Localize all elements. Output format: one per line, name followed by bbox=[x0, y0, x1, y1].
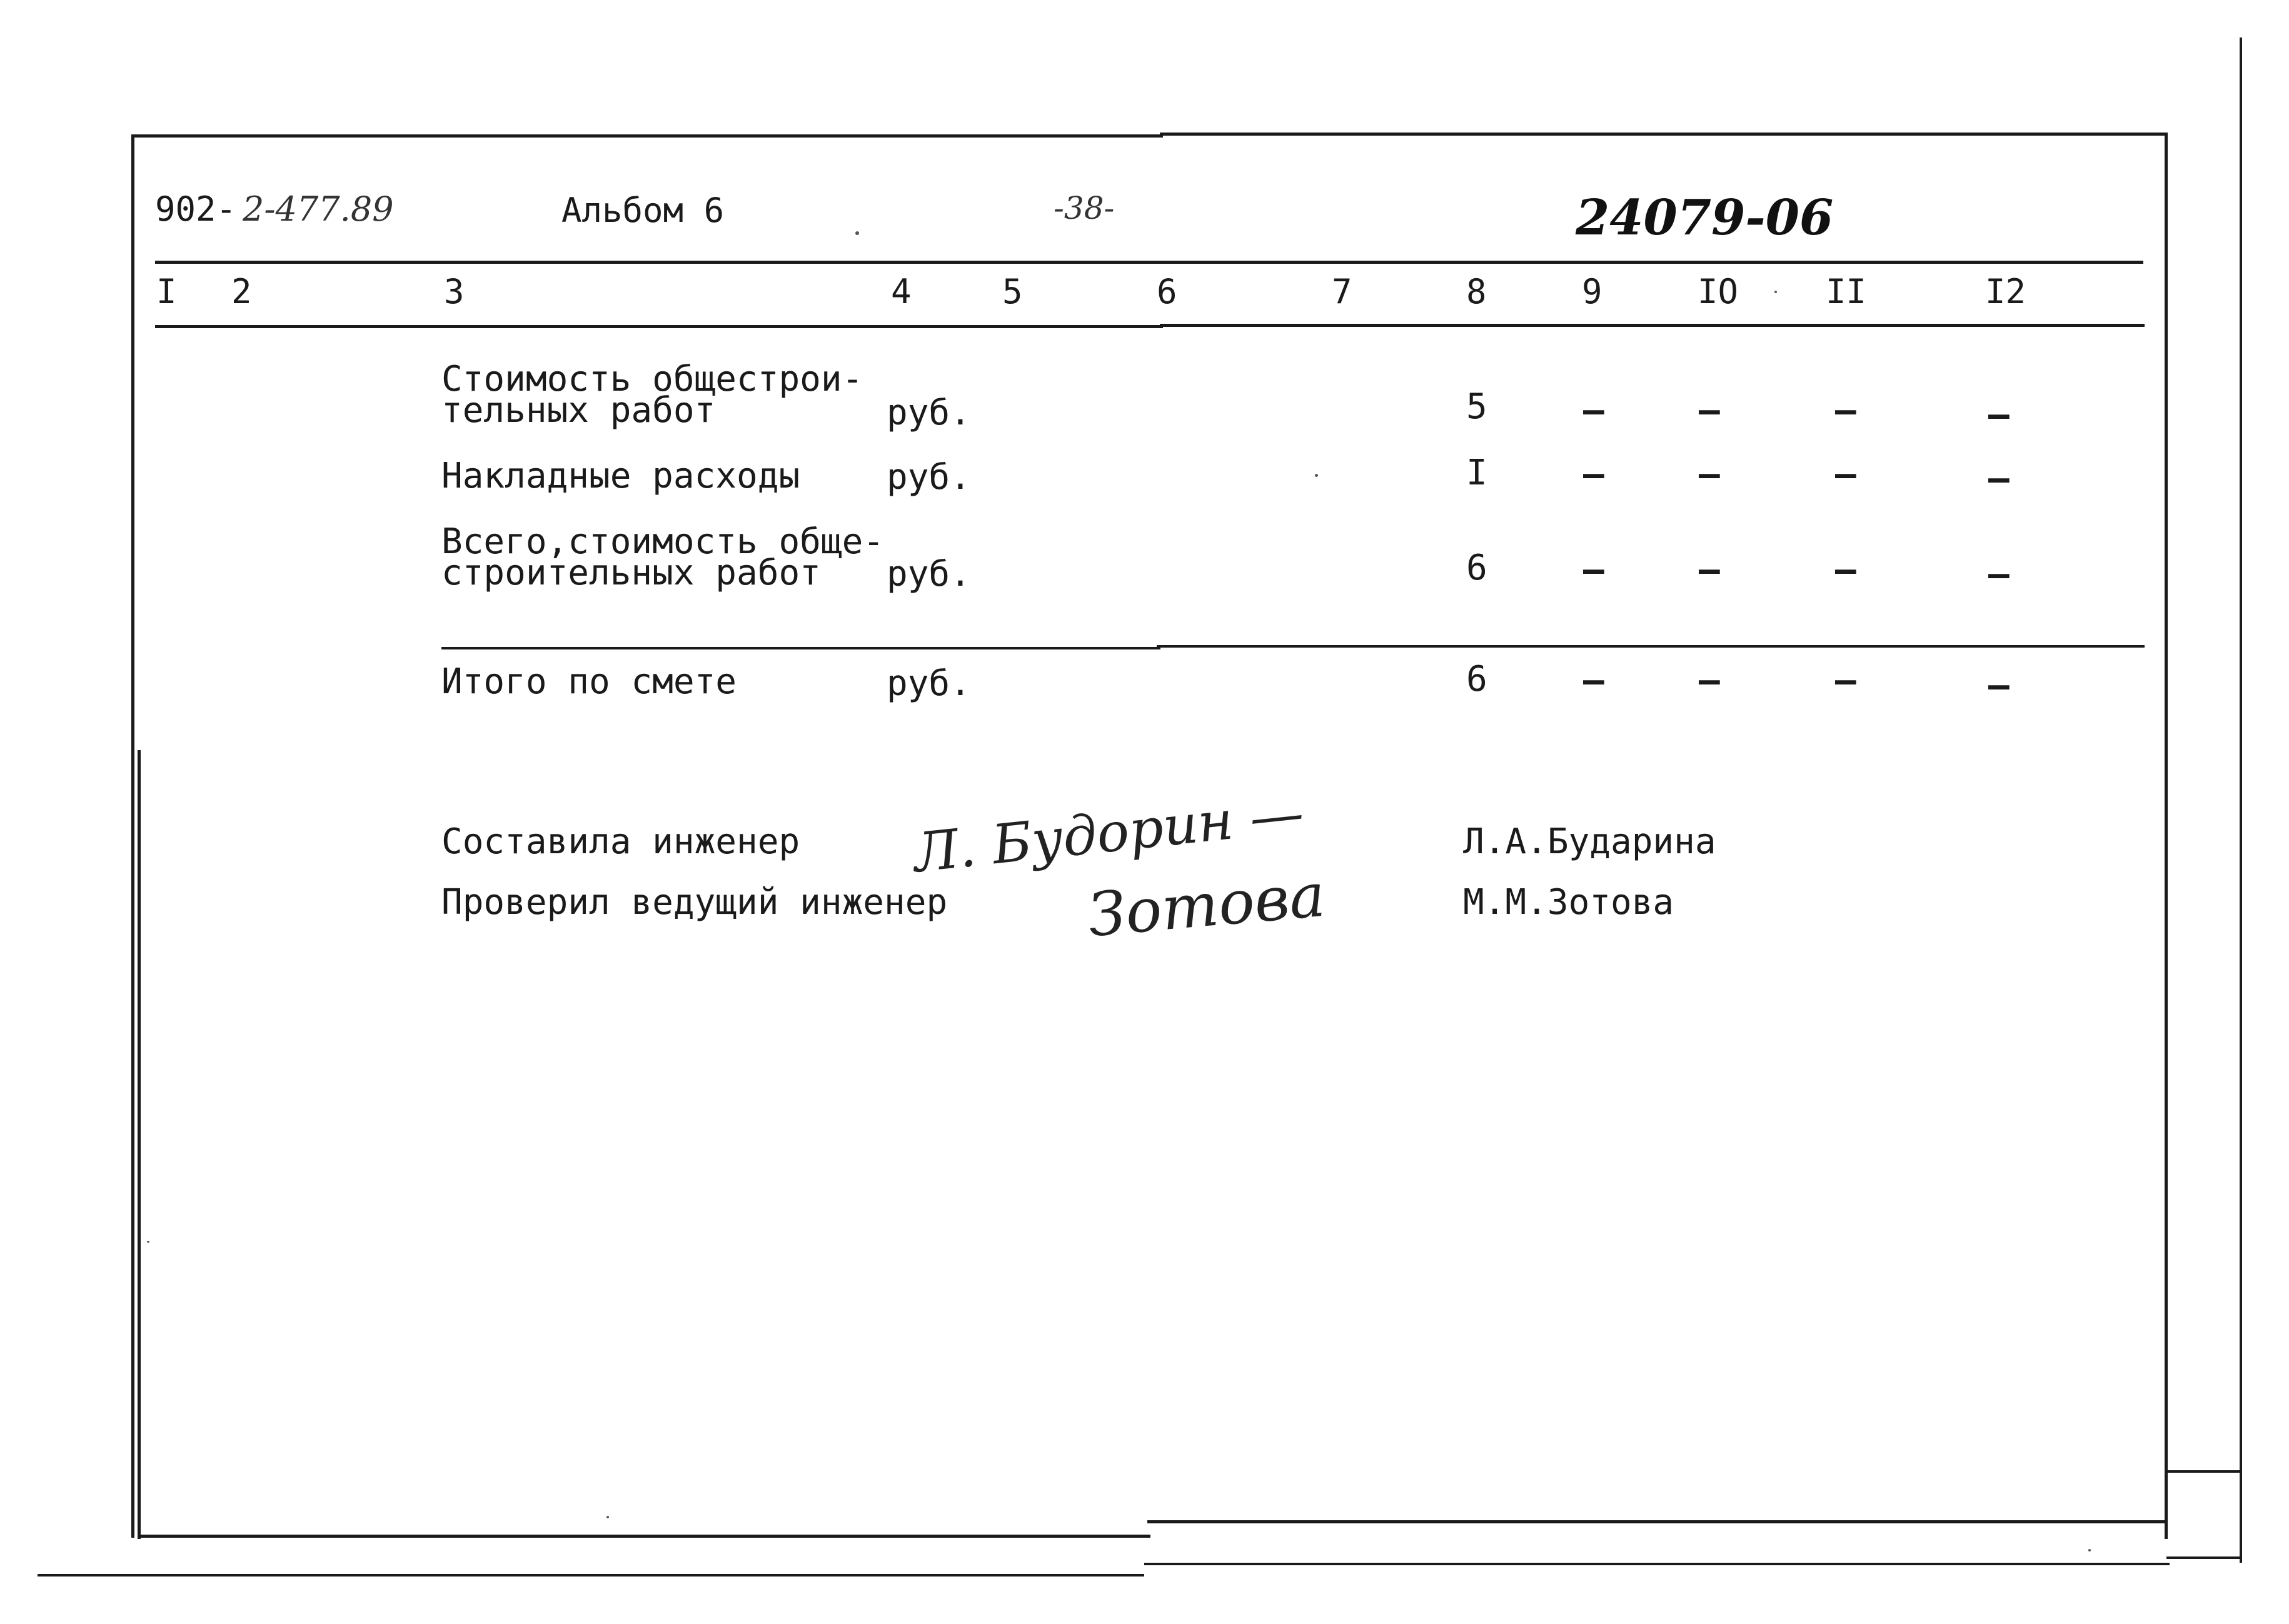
frame-left bbox=[131, 134, 134, 1538]
header-rule-bottom bbox=[155, 325, 1163, 328]
row-dash: – bbox=[1583, 390, 1604, 431]
title-block-top bbox=[2166, 1470, 2241, 1473]
row-dash: – bbox=[1583, 454, 1604, 494]
column-number: 5 bbox=[1002, 272, 1023, 311]
frame-right bbox=[2165, 133, 2168, 1539]
row-unit: руб. bbox=[887, 393, 971, 433]
signature-role: Проверил ведущий инженер bbox=[441, 882, 948, 923]
speck bbox=[2088, 1549, 2091, 1551]
row-dash: – bbox=[1988, 554, 2010, 594]
column-number: II bbox=[1826, 272, 1867, 311]
signature-role: Составила инженер bbox=[441, 821, 800, 862]
total-dash: – bbox=[1583, 660, 1604, 701]
frame-bottom-right bbox=[1147, 1520, 2166, 1523]
total-dash: – bbox=[1835, 660, 1856, 701]
row-label: Всего,стоимость обще- bbox=[441, 521, 885, 562]
column-number: 6 bbox=[1157, 272, 1177, 311]
handwritten-signature: Зотова bbox=[1085, 860, 1328, 951]
outer-right-edge bbox=[2240, 38, 2242, 1563]
total-dash: – bbox=[1988, 665, 2010, 706]
speck bbox=[1315, 474, 1318, 477]
speck bbox=[1774, 291, 1777, 293]
row-dash: – bbox=[1835, 549, 1856, 590]
row-dash: – bbox=[1583, 549, 1604, 590]
handwritten-signature: Л. Будорин — bbox=[910, 781, 1307, 885]
bottom-margin-right bbox=[1144, 1563, 2170, 1565]
speck bbox=[855, 231, 859, 235]
row-value: I bbox=[1466, 453, 1487, 493]
row-value: 6 bbox=[1466, 548, 1487, 588]
total-rule-right bbox=[1157, 645, 2145, 648]
row-unit: руб. bbox=[887, 457, 971, 498]
series-prefix: 902- bbox=[155, 189, 237, 229]
frame-top-right bbox=[1160, 133, 2166, 136]
column-number: 4 bbox=[891, 272, 912, 311]
frame-bottom bbox=[138, 1535, 1150, 1538]
row-dash: – bbox=[1835, 454, 1856, 494]
column-number: 7 bbox=[1332, 272, 1352, 311]
total-rule bbox=[441, 647, 1160, 649]
row-dash: – bbox=[1699, 454, 1720, 494]
title-block-bottom bbox=[2166, 1556, 2241, 1559]
total-value: 6 bbox=[1466, 659, 1487, 699]
speck bbox=[606, 1516, 609, 1518]
row-dash: – bbox=[1699, 549, 1720, 590]
document-code: 24079-06 bbox=[1576, 189, 1834, 246]
row-dash: – bbox=[1835, 390, 1856, 431]
signature-name: Л.А.Бударина bbox=[1463, 821, 1716, 862]
row-label: Стоимость общестрои- bbox=[441, 359, 863, 399]
header-rule-bottom-right bbox=[1160, 324, 2145, 327]
total-dash: – bbox=[1699, 660, 1720, 701]
column-number: 2 bbox=[231, 272, 252, 311]
column-number: 9 bbox=[1582, 272, 1602, 311]
row-unit: руб. bbox=[887, 554, 971, 594]
column-number: I2 bbox=[1985, 272, 2026, 311]
speck bbox=[147, 1241, 149, 1243]
total-unit: руб. bbox=[887, 663, 971, 704]
column-number: IO bbox=[1698, 272, 1739, 311]
header-rule-top bbox=[155, 261, 2143, 264]
row-label: строительных работ bbox=[441, 553, 821, 593]
album-title: Альбом 6 bbox=[561, 191, 725, 230]
row-dash: – bbox=[1988, 394, 2010, 435]
row-label: тельных работ bbox=[441, 390, 716, 431]
frame-left-lower bbox=[138, 750, 141, 1539]
column-number: 3 bbox=[444, 272, 465, 311]
row-dash: – bbox=[1699, 390, 1720, 431]
column-number: 8 bbox=[1466, 272, 1487, 311]
page-number: -38- bbox=[1054, 190, 1115, 226]
row-label: Накладные расходы bbox=[441, 456, 800, 496]
frame-top-left bbox=[131, 134, 1163, 138]
series-handwritten: 2-477.89 bbox=[243, 189, 394, 229]
signature-name: М.М.Зотова bbox=[1463, 882, 1674, 923]
row-dash: – bbox=[1988, 458, 2010, 499]
total-label: Итого по смете bbox=[441, 661, 737, 702]
row-value: 5 bbox=[1466, 386, 1487, 427]
bottom-margin-left bbox=[38, 1574, 1144, 1576]
column-number: I bbox=[156, 272, 177, 311]
